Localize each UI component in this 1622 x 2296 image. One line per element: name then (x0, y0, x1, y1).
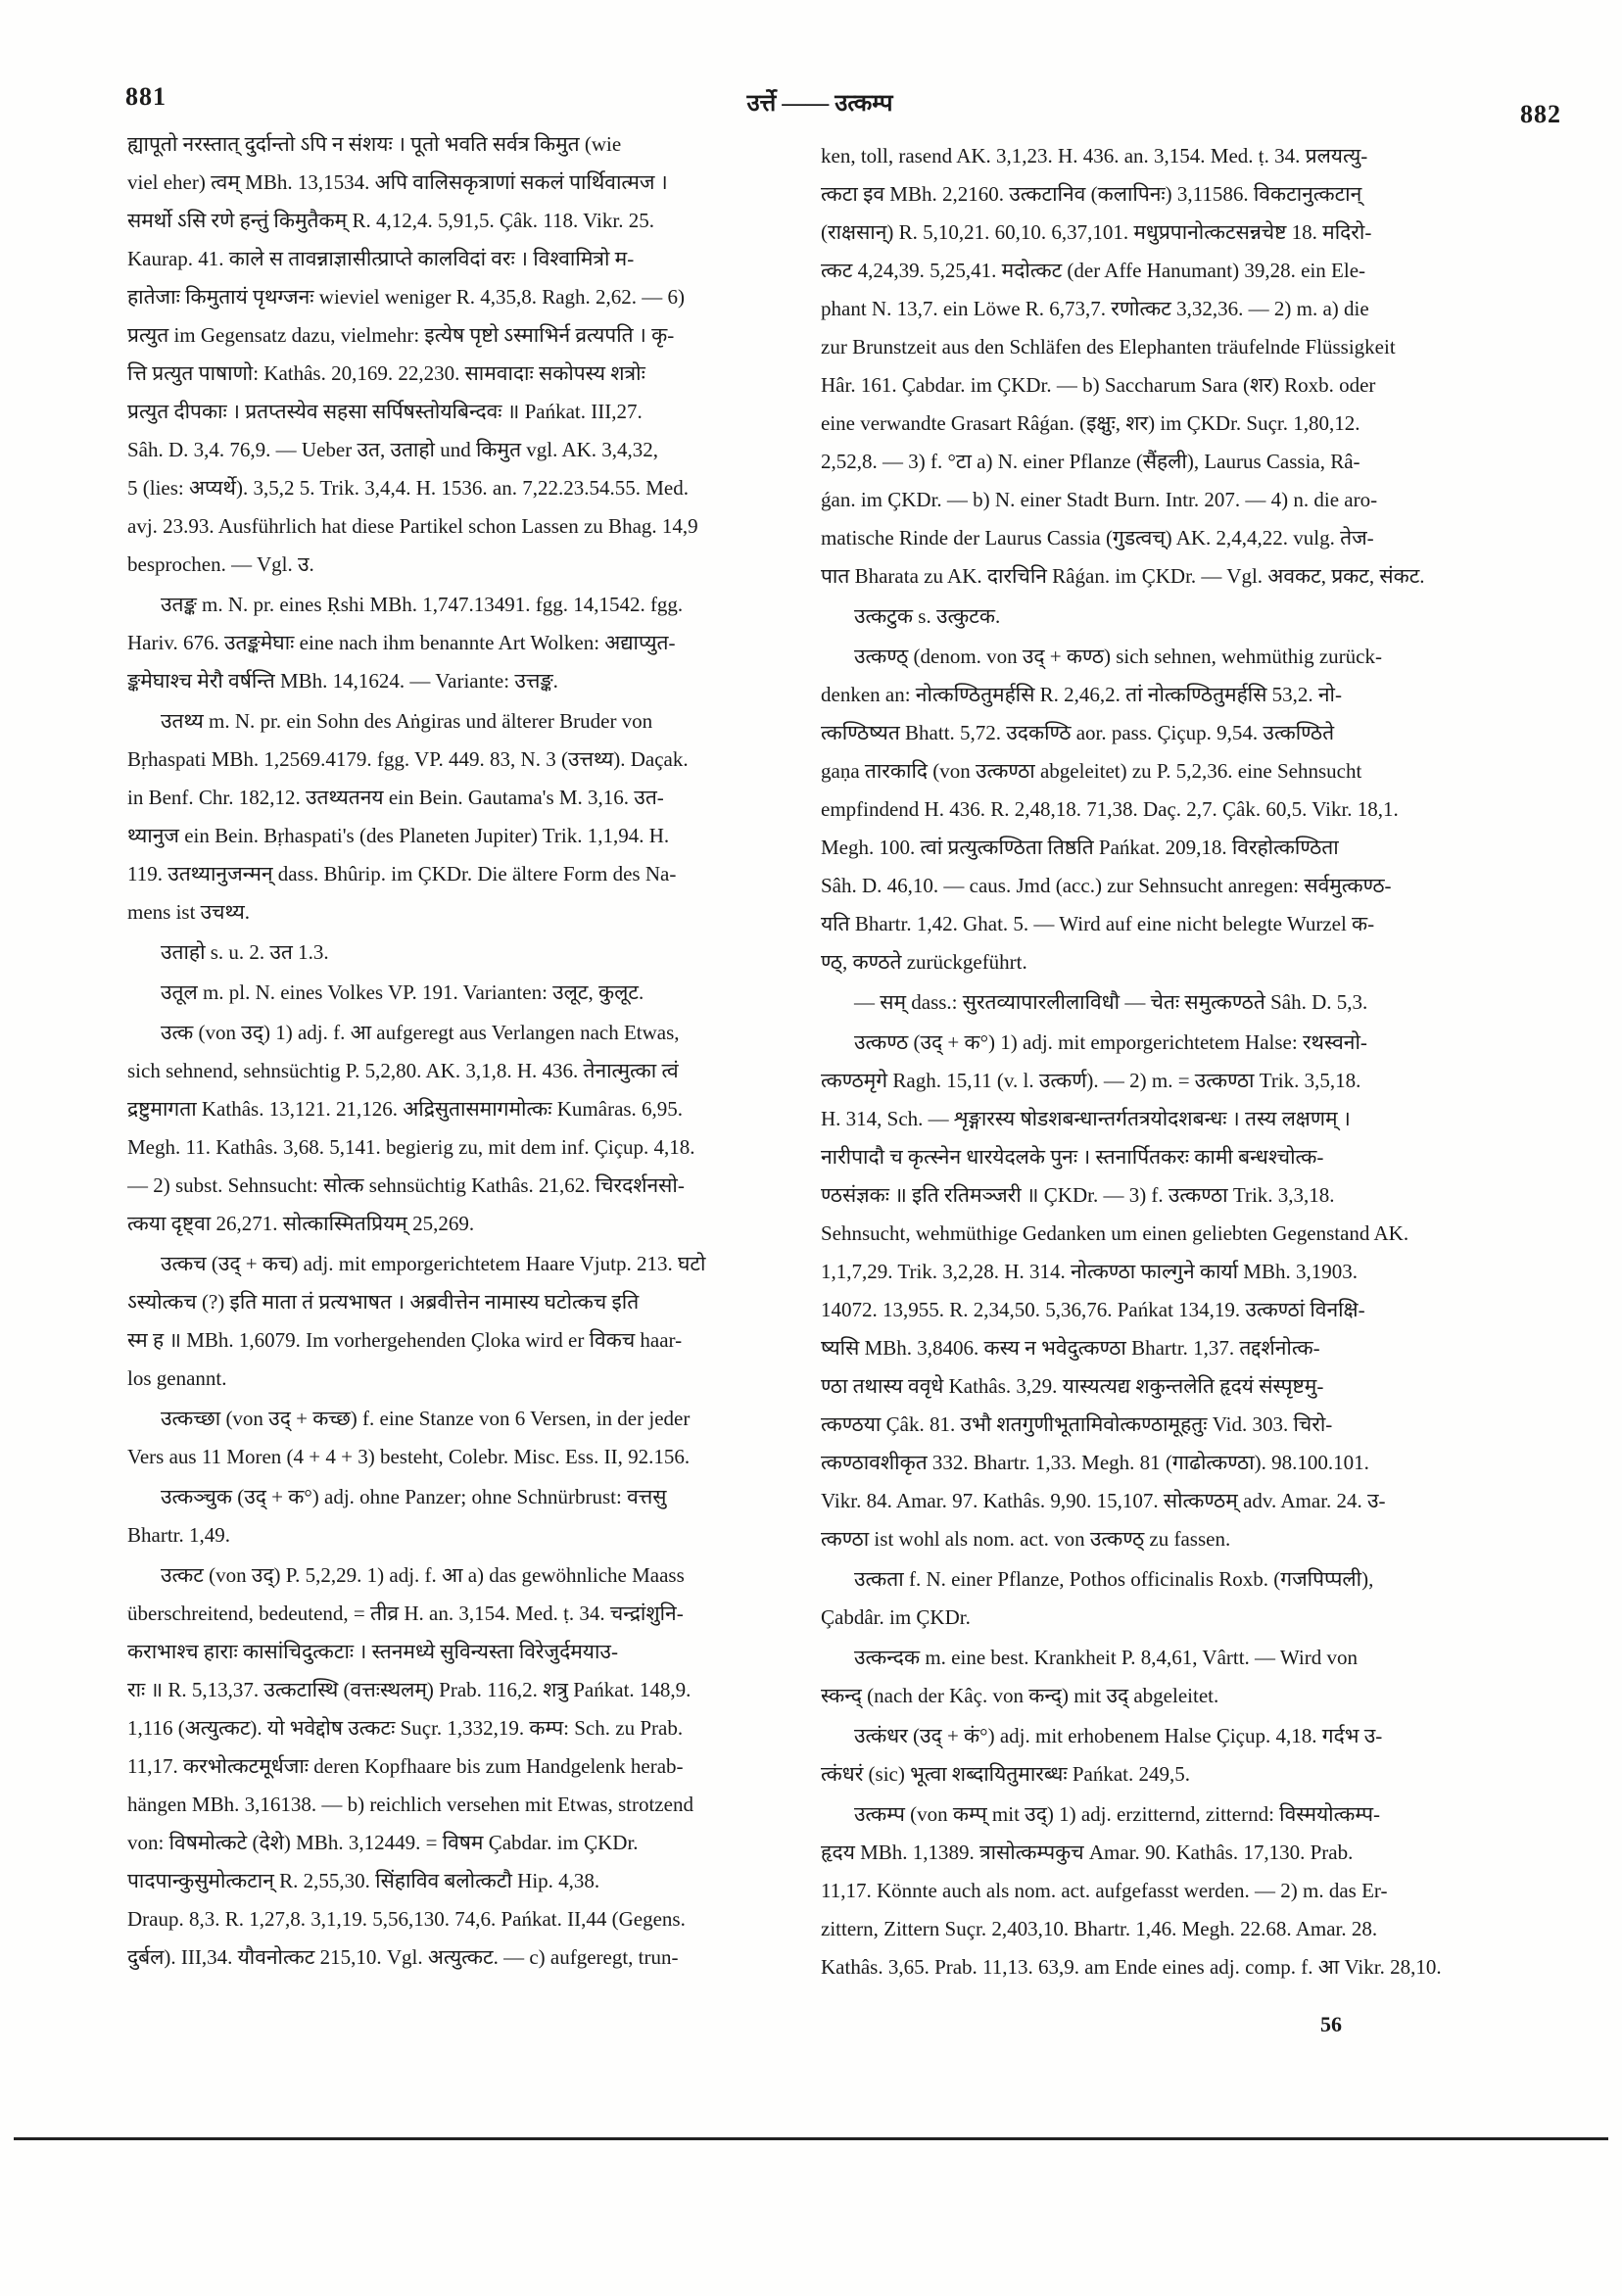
page-number-right: 882 (1520, 100, 1561, 128)
text-line (127, 1321, 795, 1360)
line-text: Kathâs. 3,65. Prab. 11,13. 63,9. am Ende eines adj. comp. f. आ Vikr. 28,10. (821, 1955, 1442, 1979)
dictionary-entry (127, 1400, 795, 1476)
text-line (821, 867, 1559, 905)
dictionary-entry (127, 1556, 795, 1977)
line-text: Megh. 11. Kathâs. 3,68. 5,141. begierig zu, mit dem inf. Çiçup. 4,18. (127, 1135, 695, 1159)
entry-continuation (127, 125, 795, 584)
text-line (821, 714, 1559, 752)
line-text: los genannt. (127, 1366, 227, 1390)
text-line (127, 1167, 795, 1205)
line-text: Hâr. 161. Çabdar. im ÇKDr. — b) Saccharum Sara (शर) Roxb. oder (821, 373, 1376, 397)
line-text: उत्क (von उद्) 1) adj. f. आ aufgeregt aus Verlangen nach Etwas, (161, 1021, 680, 1044)
text-line (127, 1556, 795, 1595)
line-text: zittern, Zittern Suçr. 2,403,10. Bhartr. 1,46. Megh. 22.68. Amar. 28. (821, 1917, 1378, 1940)
line-text: थ्यानुज ein Bein. Bṛhaspati's (des Planeten Jupiter) Trik. 1,1,94. H. (127, 824, 670, 847)
line-text: 11,17. करभोत्कटमूर्धजाः deren Kopfhaare bis zum Handgelenk herab- (127, 1754, 684, 1778)
text-line (821, 328, 1559, 366)
line-text: in Benf. Chr. 182,12. उतथ्यतनय ein Bein. Gautama's M. 3,16. उत- (127, 786, 664, 809)
line-text: प्रत्युत दीपकाः । प्रतप्तस्येव सहसा सर्पिषस्तोयबिन्दवः ॥ Pańkat. III,27. (127, 400, 643, 423)
line-text: कराभाश्च हाराः कासांचिदुत्कटाः । स्तनमध्ये सुविन्यस्ता विरेजुर्दमयाउ- (127, 1640, 618, 1663)
bottom-rule (14, 2137, 1608, 2140)
line-text: उत्कण्ठ् (denom. von उद् + कण्ठ) sich sehnen, wehmüthig zurück- (854, 645, 1382, 668)
text-line (127, 1900, 795, 1938)
text-line (821, 1406, 1559, 1444)
text-line (821, 1755, 1559, 1794)
text-line (127, 624, 795, 662)
text-line (127, 1862, 795, 1900)
text-line (127, 1786, 795, 1824)
text-line (821, 175, 1559, 214)
text-line (127, 316, 795, 355)
text-line (127, 202, 795, 240)
dictionary-entry (821, 1024, 1559, 1558)
line-text: द्रष्टुमागता Kathâs. 13,121. 21,126. अद्रिसुतासमागमोत्कः Kumâras. 6,95. (127, 1097, 684, 1121)
line-text: त्कण्ठिष्यत Bhatt. 5,72. उदकण्ठि aor. pass. Çiçup. 9,54. उत्कण्ठिते (821, 721, 1335, 744)
text-line (127, 662, 795, 700)
line-text: नारीपादौ च कृत्स्नेन धारयेदलके पुनः । स्तनार्पितकरः कामी बन्धश्चोत्क- (821, 1145, 1324, 1169)
text-line (821, 252, 1559, 290)
line-text: 1,116 (अत्युत्कट). यो भवेद्दोष उत्कटः Suçr. 1,332,19. कम्प: Sch. zu Prab. (127, 1716, 684, 1740)
text-line (127, 1516, 795, 1555)
line-text: (राक्षसान्) R. 5,10,21. 60,10. 6,37,101. मधुप्रपानोत्कटसन्नचेष्ट 18. मदिरो- (821, 220, 1372, 244)
text-line (821, 790, 1559, 829)
dictionary-entry (821, 1560, 1559, 1637)
text-line (127, 1938, 795, 1977)
text-line (821, 1872, 1559, 1910)
text-line (127, 1128, 795, 1167)
line-text: ण्ठसंज्ञकः ॥ इति रतिमञ्जरी ॥ ÇKDr. — 3) f. उत्कण्ठा Trik. 3,3,18. (821, 1183, 1335, 1207)
line-text: ङ्कमेघाश्च मेरौ वर्षन्ति MBh. 14,1624. — Variante: उत्तङ्क. (127, 669, 558, 693)
text-line (821, 366, 1559, 405)
text-line (821, 752, 1559, 790)
line-text: उत्कता f. N. einer Pflanze, Pothos officinalis Roxb. (गजपिप्पली), (854, 1567, 1374, 1591)
line-text: Bhartr. 1,49. (127, 1523, 230, 1547)
text-line (821, 481, 1559, 519)
text-line (127, 1283, 795, 1321)
text-line (821, 1948, 1559, 1986)
text-line (821, 519, 1559, 557)
line-text: ष्यसि MBh. 3,8406. कस्य न भवेदुत्कण्ठा Bhartr. 1,37. तद्दर्शनोत्क- (821, 1336, 1320, 1360)
line-text: दुर्बल). III,34. यौवनोत्कट 215,10. Vgl. अत्युत्कट. — c) aufgeregt, trun- (127, 1945, 679, 1969)
right-column (821, 137, 1559, 2018)
text-line (821, 1482, 1559, 1520)
text-line (821, 1834, 1559, 1872)
text-line (127, 933, 795, 972)
text-line (127, 1205, 795, 1243)
line-text: Vikr. 84. Amar. 97. Kathâs. 9,90. 15,107. सोत्कण्ठम् adv. Amar. 24. उ- (821, 1489, 1386, 1512)
text-line (821, 1253, 1559, 1291)
line-text: eine verwandte Grasart Râǵan. (इक्षुः, शर) im ÇKDr. Suçr. 1,80,12. (821, 411, 1360, 435)
text-line (127, 586, 795, 624)
text-line (821, 1599, 1559, 1637)
line-text: उत्कच (उद् + कच) adj. mit emporgerichtetem Haare Vjutp. 213. घटो (161, 1252, 706, 1275)
line-text: समर्थो ऽसि रणे हन्तुं किमुतैकम् R. 4,12,4. 5,91,5. Çâk. 118. Vikr. 25. (127, 209, 654, 232)
text-line (127, 855, 795, 893)
text-line (821, 1100, 1559, 1138)
line-text: empfindend H. 436. R. 2,48,18. 71,38. Daç. 2,7. Çâk. 60,5. Vikr. 18,1. (821, 797, 1399, 821)
line-text: — 2) subst. Sehnsucht: सोत्क sehnsüchtig Kathâs. 21,62. चिरदर्शनसो- (127, 1173, 685, 1197)
text-line (127, 240, 795, 278)
dictionary-entry (127, 702, 795, 932)
line-text: von: विषमोत्कटे (देशे) MBh. 3,12449. = विषम Çabdar. im ÇKDr. (127, 1831, 639, 1854)
text-line (821, 1215, 1559, 1253)
text-line (821, 1717, 1559, 1755)
text-line (821, 598, 1559, 636)
text-line (127, 469, 795, 507)
line-text: त्कण्ठया Çâk. 81. उभौ शतगुणीभूतामिवोत्कण्ठामूहतुः Vid. 303. चिरो- (821, 1412, 1333, 1436)
line-text: उत्कम्प (von कम्प् mit उद्) 1) adj. erzitternd, zitternd: विस्मयोत्कम्प- (854, 1802, 1381, 1826)
text-line (821, 638, 1559, 676)
line-text: sich sehnend, sehnsüchtig P. 5,2,80. AK. 3,1,8. H. 436. तेनात्मुत्का त्वं (127, 1059, 679, 1082)
text-line (127, 125, 795, 164)
line-text: उत्कटुक s. उत्कुटक. (854, 604, 1001, 628)
line-text: त्कण्ठमृगे Ragh. 15,11 (v. l. उत्कर्ण). — 2) m. = उत्कण्ठा Trik. 3,5,18. (821, 1069, 1361, 1092)
text-line (127, 1090, 795, 1128)
text-line (821, 1329, 1559, 1367)
line-text: phant N. 13,7. ein Löwe R. 6,73,7. रणोत्कट 3,32,36. — 2) m. a) die (821, 297, 1369, 320)
text-line (821, 405, 1559, 443)
line-text: त्कण्ठावशीकृत 332. Bhartr. 1,33. Megh. 81 (गाढोत्कण्ठा). 98.100.101. (821, 1451, 1369, 1474)
text-line (127, 1709, 795, 1747)
line-text: gaṇa तारकादि (von उत्कण्ठा abgeleitet) zu P. 5,2,36. eine Sehnsucht (821, 759, 1362, 783)
line-text: Bṛhaspati MBh. 1,2569.4179. fgg. VP. 449. 83, N. 3 (उत्तथ्य). Daçak. (127, 747, 689, 771)
line-text: प्रत्युत im Gegensatz dazu, vielmehr: इत्येष पृष्टो ऽस्माभिर्न व्रत्यपति । कृ- (127, 323, 675, 347)
dictionary-entry (127, 586, 795, 700)
line-text: Vers aus 11 Moren (4 + 4 + 3) besteht, Colebr. Misc. Ess. II, 92.156. (127, 1445, 691, 1468)
text-line (127, 1633, 795, 1671)
line-text: ण्ठ्, कण्ठते zurückgeführt. (821, 950, 1027, 974)
line-text: पादपान्कुसुमोत्कटान् R. 2,55,30. सिंहाविव बलोत्कटौ Hip. 4,38. (127, 1869, 600, 1892)
line-text: स्म ह ॥ MBh. 1,6079. Im vorhergehenden Çloka wird er विकच haar- (127, 1328, 683, 1352)
line-text: उत्कंधर (उद् + कं°) adj. mit erhobenem Halse Çiçup. 4,18. गर्दभ उ- (854, 1724, 1383, 1747)
text-line (821, 829, 1559, 867)
dictionary-entry (127, 1014, 795, 1243)
text-line (127, 393, 795, 431)
text-line (127, 1245, 795, 1283)
line-text: उत्कण्ठ (उद् + क°) 1) adj. mit emporgerichtetem Halse: रथस्वनो- (854, 1030, 1367, 1054)
line-text: उत्कट (von उद्) P. 5,2,29. 1) adj. f. आ a) das gewöhnliche Maass (161, 1563, 685, 1587)
text-line (127, 431, 795, 469)
dictionary-entry (821, 638, 1559, 981)
text-line (127, 1478, 795, 1516)
line-text: — सम् dass.: सुरतव्यापारलीलाविधौ — चेतः समुत्कण्ठते Sâh. D. 5,3. (854, 990, 1368, 1014)
line-text: त्कटा इव MBh. 2,2160. उत्कटानिव (कलापिनः) 3,11586. विकटानुत्कटान् (821, 182, 1362, 206)
line-text: उत्कच्छा (von उद् + कच्छ) f. eine Stanze von 6 Versen, in der jeder (161, 1407, 691, 1430)
line-text: besprochen. — Vgl. उ. (127, 552, 314, 576)
line-text: स्कन्द् (nach der Kâç. von कन्द्) mit उद् abgeleitet. (821, 1684, 1219, 1707)
line-text: mens ist उचथ्य. (127, 900, 251, 924)
text-line (127, 741, 795, 779)
text-line (821, 1444, 1559, 1482)
text-line (127, 164, 795, 202)
line-text: ken, toll, rasend AK. 3,1,23. H. 436. an. 3,154. Med. ṭ. 34. प्रलयत्यु- (821, 144, 1368, 167)
line-text: ह्यापूतो नरस्तात् दुर्दान्तो ऽपि न संशयः । पूतो भवति सर्वत्र किमुत (wie (127, 132, 622, 156)
text-line (821, 1176, 1559, 1215)
page-number-left: 881 (125, 82, 167, 111)
line-text: त्कंधरं (sic) भूत्वा शब्दायितुमारब्धः Pańkat. 249,5. (821, 1762, 1191, 1786)
text-line (821, 137, 1559, 175)
line-text: H. 314, Sch. — शृङ्गारस्य षोडशबन्धान्तर्गतत्रयोदशबन्धः । तस्य लक्षणम् । (821, 1107, 1351, 1130)
line-text: 2,52,8. — 3) f. °टा a) N. einer Pflanze (सैंहली), Laurus Cassia, Râ- (821, 450, 1360, 473)
text-line (821, 557, 1559, 596)
text-line (821, 1639, 1559, 1677)
text-line (127, 1438, 795, 1476)
dictionary-entry (821, 598, 1559, 636)
text-line (821, 1677, 1559, 1715)
line-text: Sehnsucht, wehmüthige Gedanken um einen geliebten Gegenstand AK. (821, 1221, 1409, 1245)
line-text: त्कया दृष्ट्वा 26,271. सोत्कास्मितप्रियम् 25,269. (127, 1212, 475, 1235)
line-text: उत्कन्दक m. eine best. Krankheit P. 8,4,61, Vârtt. — Wird von (854, 1646, 1358, 1669)
line-text: उतथ्य m. N. pr. ein Sohn des Aṅgiras und älterer Bruder von (161, 709, 653, 733)
text-line (127, 507, 795, 546)
line-text: Çabdâr. im ÇKDr. (821, 1605, 971, 1629)
text-line (821, 1910, 1559, 1948)
text-line (127, 1360, 795, 1398)
text-line (821, 676, 1559, 714)
line-text: राः ॥ R. 5,13,37. उत्कटास्थि (वत्तःस्थलम्) Prab. 116,2. शत्रु Pańkat. 148,9. (127, 1678, 692, 1701)
entry-continuation (821, 137, 1559, 596)
line-text: überschreitend, bedeutend, = तीव्र H. an. 3,154. Med. ṭ. 34. चन्द्रांशुनि- (127, 1602, 684, 1625)
line-text: Megh. 100. त्वां प्रत्युत्कण्ठिता तिष्ठति Pańkat. 209,18. विरहोत्कण्ठिता (821, 836, 1339, 859)
line-text: 1,1,7,29. Trik. 3,2,28. H. 314. नोत्कण्ठा फाल्गुने कार्या MBh. 3,1903. (821, 1260, 1358, 1283)
text-line (127, 1747, 795, 1786)
line-text: हातेजाः किमुतायं पृथग्जनः wieviel weniger R. 4,35,8. Ragh. 2,62. — 6) (127, 285, 686, 309)
line-text: Draup. 8,3. R. 1,27,8. 3,1,19. 5,56,130. 74,6. Pańkat. II,44 (Gegens. (127, 1907, 686, 1931)
line-text: 14072. 13,955. R. 2,34,50. 5,36,76. Pańkat 134,19. उत्कण्ठां विनक्षि- (821, 1298, 1365, 1321)
line-text: 5 (lies: अप्यर्थे). 3,5,2 5. Trik. 3,4,4. H. 1536. an. 7,22.23.54.55. Med. (127, 476, 689, 500)
left-column (127, 125, 795, 2006)
text-line (127, 1400, 795, 1438)
text-line (127, 1671, 795, 1709)
line-text: zur Brunstzeit aus den Schläfen des Elephanten träufelnde Flüssigkeit (821, 335, 1396, 359)
text-line (127, 278, 795, 316)
text-line (127, 817, 795, 855)
line-text: Sâh. D. 46,10. — caus. Jmd (acc.) zur Sehnsucht anregen: सर्वमुत्कण्ठ- (821, 874, 1392, 897)
text-line (127, 702, 795, 741)
line-text: hängen MBh. 3,16138. — b) reichlich versehen mit Etwas, strotzend (127, 1793, 693, 1816)
line-text: viel eher) त्वम् MBh. 13,1534. अपि वालिसकृत्राणां सकलं पार्थिवात्मज । (127, 170, 668, 194)
line-text: त्कट 4,24,39. 5,25,41. मदोत्कट (der Affe Hanumant) 39,28. ein Ele- (821, 259, 1366, 282)
text-line (821, 214, 1559, 252)
text-line (821, 1560, 1559, 1599)
line-text: हृदय MBh. 1,1389. त्रासोत्कम्पकुच Amar. 90. Kathâs. 17,130. Prab. (821, 1841, 1354, 1864)
line-text: त्ति प्रत्युत पाषाणो: Kathâs. 20,169. 22,230. सामवादाः सकोपस्य शत्रोः (127, 361, 645, 385)
line-text: matische Rinde der Laurus Cassia (गुडत्वच्) AK. 2,4,4,22. vulg. तेज- (821, 526, 1374, 550)
text-line (821, 443, 1559, 481)
dictionary-entry (821, 1639, 1559, 1715)
line-text: avj. 23.93. Ausführlich hat diese Partikel schon Lassen zu Bhag. 14,9 (127, 514, 698, 538)
line-text: Hariv. 676. उतङ्कमेघाः eine nach ihm benannte Art Wolken: अद्याप्युत- (127, 631, 676, 654)
dictionary-entry (821, 983, 1559, 1022)
line-text: उताहो s. u. 2. उत 1.3. (161, 940, 329, 964)
dictionary-entry (127, 1478, 795, 1555)
line-text: उतूल m. pl. N. eines Volkes VP. 191. Varianten: उलूट, कुलूट. (161, 981, 644, 1004)
line-text: ǵan. im ÇKDr. — b) N. einer Stadt Burn. Intr. 207. — 4) n. die aro- (821, 488, 1378, 511)
text-line (127, 1595, 795, 1633)
text-line (821, 983, 1559, 1022)
text-line (821, 1291, 1559, 1329)
line-text: denken an: नोत्कण्ठितुमर्हसि R. 2,46,2. तां नोत्कण्ठितुमर्हसि 53,2. नो- (821, 683, 1342, 706)
running-head: उर्त्ते —— उत्कम्प (746, 91, 893, 117)
text-line (821, 943, 1559, 981)
line-text: उत्कञ्चुक (उद् + क°) adj. ohne Panzer; ohne Schnürbrust: वत्तसु (161, 1485, 667, 1508)
text-line (821, 1062, 1559, 1100)
text-line (821, 1520, 1559, 1558)
line-text: Sâh. D. 3,4. 76,9. — Ueber उत, उताहो und किमुत vgl. AK. 3,4,32, (127, 438, 659, 461)
dictionary-entry (821, 1795, 1559, 1986)
text-line (821, 1367, 1559, 1406)
line-text: उतङ्क m. N. pr. eines Ṛshi MBh. 1,747.13491. fgg. 14,1542. fgg. (161, 593, 684, 616)
text-line (127, 1052, 795, 1090)
text-line (127, 546, 795, 584)
text-line (821, 1138, 1559, 1176)
dictionary-entry (127, 974, 795, 1012)
line-text: त्कण्ठा ist wohl als nom. act. von उत्कण्ठ् zu fassen. (821, 1527, 1231, 1551)
line-text: ऽस्योत्कच (?) इति माता तं प्रत्यभाषत । अब्रवीत्तेन नामास्य घटोत्कच इति (127, 1290, 640, 1314)
line-text: 119. उतथ्यानुजन्मन् dass. Bhûrip. im ÇKDr. Die ältere Form des Na- (127, 862, 677, 885)
text-line (821, 1024, 1559, 1062)
text-line (127, 974, 795, 1012)
text-line (821, 905, 1559, 943)
text-line (127, 355, 795, 393)
text-line (127, 1824, 795, 1862)
line-text: यति Bhartr. 1,42. Ghat. 5. — Wird auf eine nicht belegte Wurzel क- (821, 912, 1375, 935)
text-line (127, 1014, 795, 1052)
text-line (127, 893, 795, 932)
line-text: ण्ठा तथास्य ववृधे Kathâs. 3,29. यास्यत्यद्य शकुन्तलेति हृदयं संस्पृष्टमु- (821, 1374, 1324, 1398)
line-text: 11,17. Könnte auch als nom. act. aufgefasst werden. — 2) m. das Er- (821, 1879, 1388, 1902)
dictionary-entry (127, 933, 795, 972)
line-text: पात Bharata zu AK. दारचिनि Râǵan. im ÇKDr. — Vgl. अवकट, प्रकट, संकट. (821, 564, 1425, 588)
signature-mark: 56 (1320, 2012, 1342, 2036)
text-line (821, 1795, 1559, 1834)
dictionary-entry (821, 1717, 1559, 1794)
text-line (821, 290, 1559, 328)
text-line (127, 779, 795, 817)
line-text: Kaurap. 41. काले स तावन्नाज्ञासीत्प्राप्ते कालविदां वरः । विश्वामित्रो म- (127, 247, 635, 270)
dictionary-entry (127, 1245, 795, 1398)
